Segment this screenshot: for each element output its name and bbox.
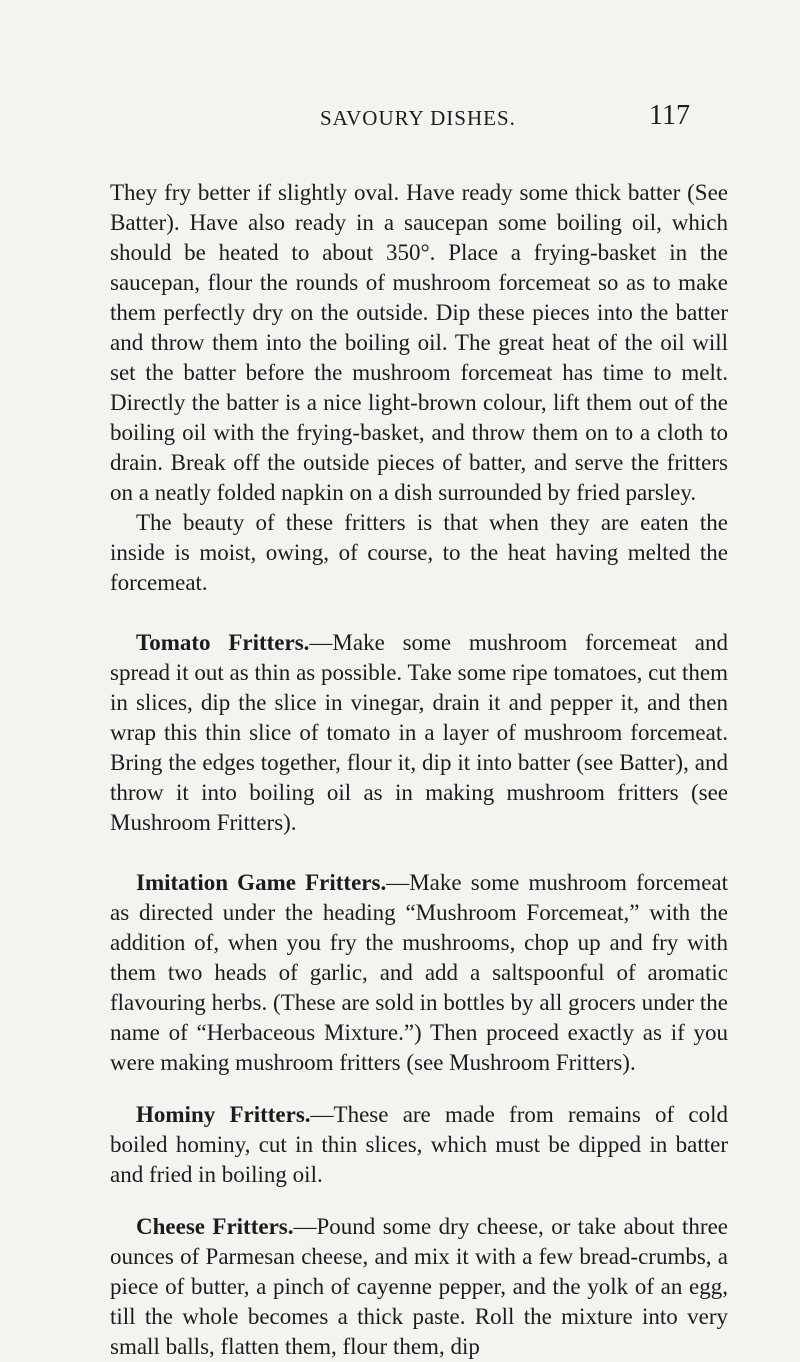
recipe-body: —Make some mushroom forcemeat as directed under the heading “Mushroom Forcemeat,” with the addition of, when you fry the mushrooms, chop up and fry with them two heads of garlic, and add a saltspoonful of aromatic flavouring herbs. (These are sold in bottles by all grocers under the name of “Herbaceous Mixture.”) Then proceed exactly as if you were making mushroom fritters (see Mushroom Fritters). [110,870,729,1075]
page-body [110,178,728,1362]
recipe-cheese-fritters [110,1212,728,1362]
recipe-hominy-fritters [110,1100,728,1190]
recipe-title: Cheese Fritters. [136,1214,294,1239]
recipe-body: —These are made from remains of cold boiled hominy, cut in thin slices, which must be dipped in batter and fried in boiling oil. [110,1102,728,1187]
page-header [170,100,690,140]
running-title: SAVOURY DISHES. [320,106,516,130]
mushroom-fritters-note: The beauty of these fritters is that when they are eaten the inside is moist, owing, of course, to the heat having melted the forcemeat. [110,510,728,595]
recipe-body: —Pound some dry cheese, or take about three ounces of Parmesan cheese, and mix it with a few bread-crumbs, a piece of butter, a pinch of cayenne pepper, and the yolk of an egg, till the whole becomes a thick paste. Roll the mixture into very small balls, flatten them, flour them, dip [110,1214,728,1359]
page-number: 117 [649,100,690,131]
recipe-body: —Make some mushroom forcemeat and spread it out as thin as possible. Take some ripe tomatoes, cut them in slices, dip the slice in vinegar, drain it and pepper it, and then wrap this thin slice of tomato in a layer of mushroom forcemeat. Bring the edges together, flour it, dip it into batter (see Batter), and throw it into boiling oil as in making mushroom fritters (see Mushroom Fritters). [110,630,728,835]
mushroom-fritters-paragraph: They fry better if slightly oval. Have ready some thick batter (See Batter). Have also ready in a saucepan some boiling oil, which should be heated to about 350°. Place a frying-basket in the saucepan, flour the rounds of mushroom forcemeat so as to make them perfectly dry on the outside. Dip these pieces into the batter and throw them into the boiling oil. The great heat of the oil will set the batter before the mushroom forcemeat has time to melt. Directly the batter is a nice light-brown colour, lift them out of the boiling oil with the frying-basket, and throw them on to a cloth to drain. Break off the outside pieces of batter, and serve the fritters on a neatly folded napkin on a dish surrounded by fried parsley. [110,180,728,505]
recipe-tomato-fritters [110,628,728,838]
recipe-imitation-game-fritters [110,868,728,1078]
recipe-title: Tomato Fritters. [136,630,310,655]
recipe-title: Hominy Fritters. [136,1102,311,1127]
recipe-title: Imitation Game Fritters. [136,870,387,895]
